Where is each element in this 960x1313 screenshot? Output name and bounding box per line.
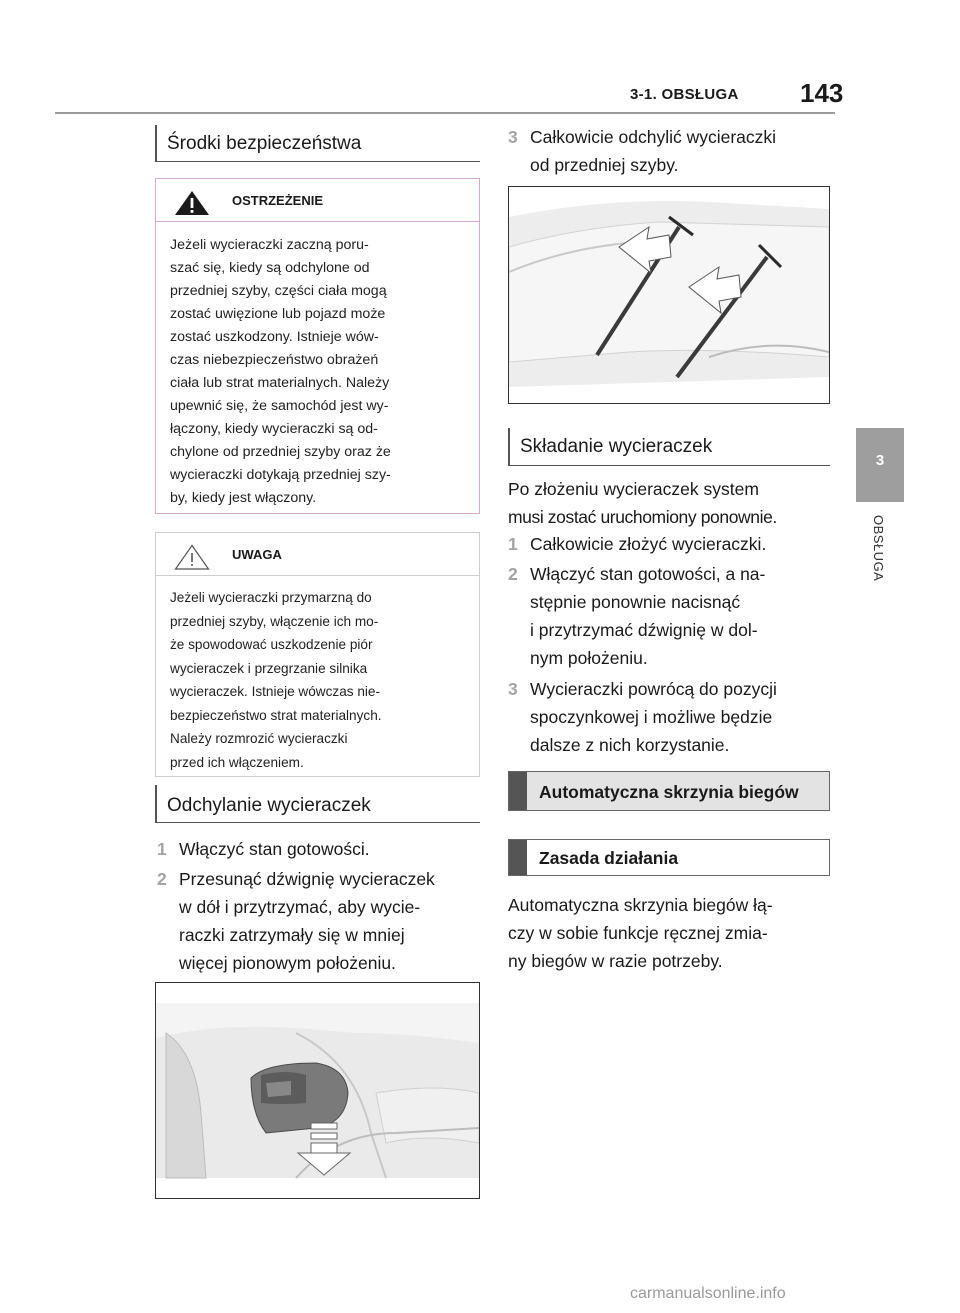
- warning-box: [155, 178, 480, 514]
- step-line: Włączyć stan gotowości.: [179, 839, 370, 859]
- step-line: spoczynkowej i możliwe będzie: [530, 707, 773, 727]
- page-number: 143: [800, 78, 844, 108]
- step-line: Całkowicie odchylić wycieraczki: [530, 127, 777, 147]
- step-line: nym położeniu.: [530, 648, 648, 668]
- step-line: raczki zatrzymały się w mniej: [179, 925, 405, 945]
- paragraph-line: czy w sobie funkcje ręcznej zmia-: [508, 923, 768, 943]
- caution-line: Należy rozmrozić wycieraczki: [170, 731, 348, 746]
- step-line: Przesunąć dźwignię wycieraczek: [179, 869, 435, 889]
- chapter-tab-number: 3: [875, 452, 885, 469]
- step-number: 2: [157, 869, 167, 889]
- warning-line: zostać uwięzione lub pojazd może: [170, 306, 386, 322]
- step-item: [157, 865, 479, 977]
- paragraph-line: Automatyczna skrzynia biegów łą-: [508, 895, 773, 915]
- step-line: stępnie ponownie nacisnąć: [530, 592, 741, 612]
- warning-line: Jeżeli wycieraczki zaczną poru-: [170, 237, 369, 253]
- caution-line: wycieraczek i przegrzanie silnika: [170, 660, 368, 676]
- warning-title-row: [156, 179, 479, 222]
- caution-line: Jeżeli wycieraczki przymarzną do: [170, 590, 372, 605]
- lever-illustration: [155, 982, 480, 1199]
- step-line: Włączyć stan gotowości, a na-: [530, 564, 766, 584]
- caution-line: że spowodować uszkodzenie piór: [170, 637, 373, 652]
- chapter-tab-label: OBSŁUGA: [871, 515, 886, 582]
- wiper-illustration: [508, 186, 830, 404]
- chapter-tab: [856, 428, 904, 502]
- warning-line: wycieraczki dotykają przedniej szy-: [170, 467, 391, 483]
- warning-line: by, kiedy jest włączony.: [170, 490, 317, 506]
- warning-line: łączony, kiedy wycieraczki są od-: [170, 421, 378, 437]
- heading-bar-marker: [509, 772, 527, 810]
- step-number: 3: [508, 127, 518, 147]
- paragraph-line: ny biegów w razie potrzeby.: [508, 951, 723, 971]
- step-line: Całkowicie złożyć wycieraczki.: [530, 534, 767, 554]
- step-line: w dół i przytrzymać, aby wycie-: [179, 897, 421, 917]
- caution-title-row: [156, 533, 479, 576]
- subsection-heading-text: Zasada działania: [539, 848, 679, 868]
- step-number: 1: [508, 534, 518, 554]
- step-item: [157, 835, 479, 863]
- warning-line: ciała lub strat materialnych. Należy: [170, 375, 390, 391]
- caution-text: [156, 576, 479, 774]
- caution-line: przedniej szyby, włączenie ich mo-: [170, 613, 379, 629]
- intro-paragraph: [508, 475, 830, 531]
- step-item: [508, 675, 830, 759]
- wiper-drawing: [509, 187, 829, 403]
- paragraph-line: musi zostać uruchomiony ponownie.: [508, 507, 777, 527]
- running-header-section: 3-1. OBSŁUGA: [630, 86, 739, 103]
- subsection-heading-principle: [508, 839, 830, 876]
- warning-line: szać się, kiedy są odchylone od: [170, 260, 370, 276]
- section-heading-safety: Środki bezpieczeństwa: [155, 125, 480, 162]
- section-heading-fold-out: Odchylanie wycieraczek: [155, 785, 480, 823]
- caution-line: przed ich włączeniem.: [170, 754, 304, 770]
- warning-line: chylone od przedniej szyby oraz że: [170, 444, 391, 460]
- step-item: [508, 123, 830, 179]
- step-number: 1: [157, 839, 167, 859]
- step-line: dalsze z nich korzystanie.: [530, 735, 730, 755]
- warning-line: zostać uszkodzony. Istnieje wów-: [170, 329, 379, 345]
- step-line: więcej pionowym położeniu.: [179, 953, 396, 973]
- caution-triangle-icon: [174, 544, 210, 570]
- caution-line: bezpieczeństwo strat materialnych.: [170, 707, 382, 723]
- caution-line: wycieraczek. Istnieje wówczas nie-: [170, 684, 381, 699]
- caution-box: [155, 532, 480, 777]
- warning-title: OSTRZEŻENIE: [232, 193, 324, 208]
- paragraph-line: Po złożeniu wycieraczek system: [508, 479, 759, 499]
- step-item: [508, 560, 830, 672]
- heading-bar-marker: [509, 840, 527, 875]
- step-line: Wycieraczki powrócą do pozycji: [530, 679, 777, 699]
- step-line: i przytrzymać dźwignię w dol-: [530, 620, 758, 640]
- chapter-heading-automatic-transmission: [508, 771, 830, 811]
- watermark: carmanualsonline.info: [630, 1285, 786, 1302]
- chapter-heading-text: Automatyczna skrzynia biegów: [539, 782, 799, 802]
- warning-line: upewnić się, że samochód jest wy-: [170, 398, 389, 414]
- lever-drawing: [156, 983, 479, 1198]
- warning-triangle-icon: [174, 190, 210, 216]
- section-heading-fold-in: Składanie wycieraczek: [508, 428, 830, 466]
- step-number: 3: [508, 679, 518, 699]
- step-item: [508, 530, 830, 558]
- caution-title: UWAGA: [232, 547, 282, 562]
- header-rule: [55, 112, 835, 114]
- closing-paragraph: [508, 891, 830, 975]
- warning-line: przedniej szyby, części ciała mogą: [170, 283, 387, 299]
- warning-line: czas niebezpieczeństwo obrażeń: [170, 352, 379, 368]
- step-number: 2: [508, 564, 518, 584]
- warning-text: [156, 222, 479, 510]
- step-line: od przedniej szyby.: [530, 155, 679, 175]
